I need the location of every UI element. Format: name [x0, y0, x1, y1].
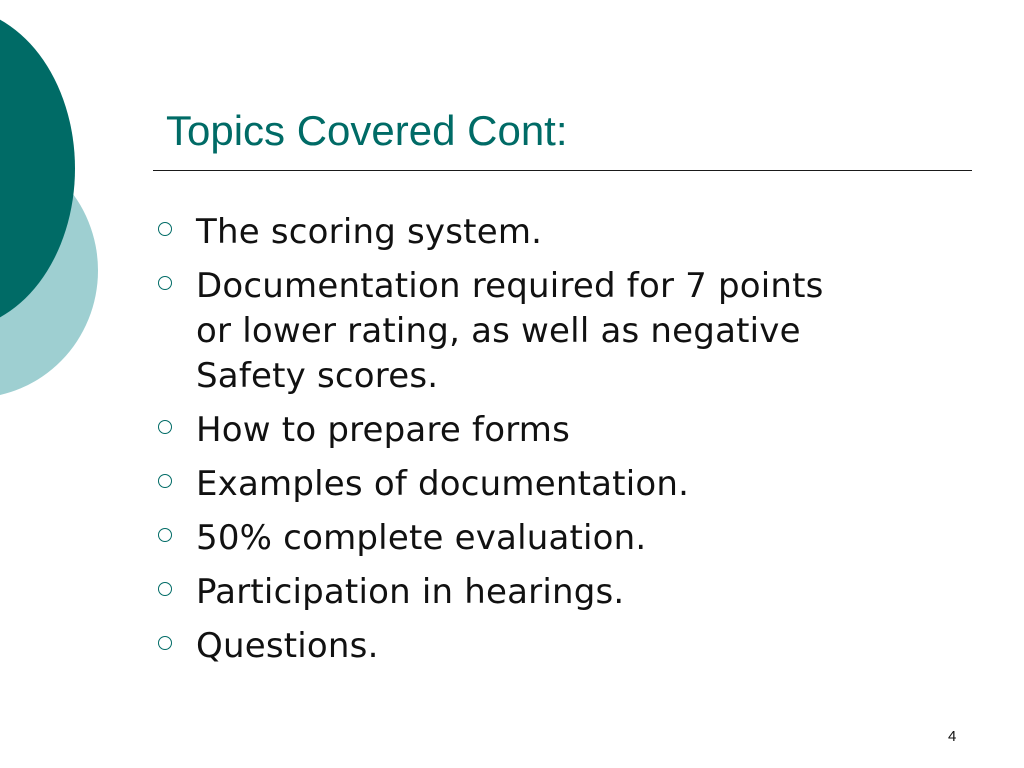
topic-item-text: Questions.	[196, 626, 379, 666]
page-number: 4	[948, 728, 957, 745]
topic-item-line: or lower rating, as well as negative	[196, 311, 801, 351]
topic-item-text: 50% complete evaluation.	[196, 518, 647, 558]
hollow-circle-icon	[158, 636, 172, 650]
topic-item-line: Documentation required for 7 points	[196, 266, 824, 306]
hollow-circle-icon	[158, 474, 172, 488]
hollow-circle-icon	[158, 276, 172, 290]
topic-item-text: Participation in hearings.	[196, 572, 625, 612]
topic-item-text: The scoring system.	[196, 212, 543, 252]
topic-item-line: Safety scores.	[196, 356, 439, 396]
title-divider	[153, 170, 972, 171]
topic-item-text-multiline	[196, 264, 956, 399]
hollow-circle-icon	[158, 222, 172, 236]
hollow-circle-icon	[158, 582, 172, 596]
topic-item-text: Examples of documentation.	[196, 464, 690, 504]
slide-title: Topics Covered Cont:	[166, 107, 568, 154]
hollow-circle-icon	[158, 420, 172, 434]
topic-item-text: How to prepare forms	[196, 410, 571, 450]
hollow-circle-icon	[158, 528, 172, 542]
